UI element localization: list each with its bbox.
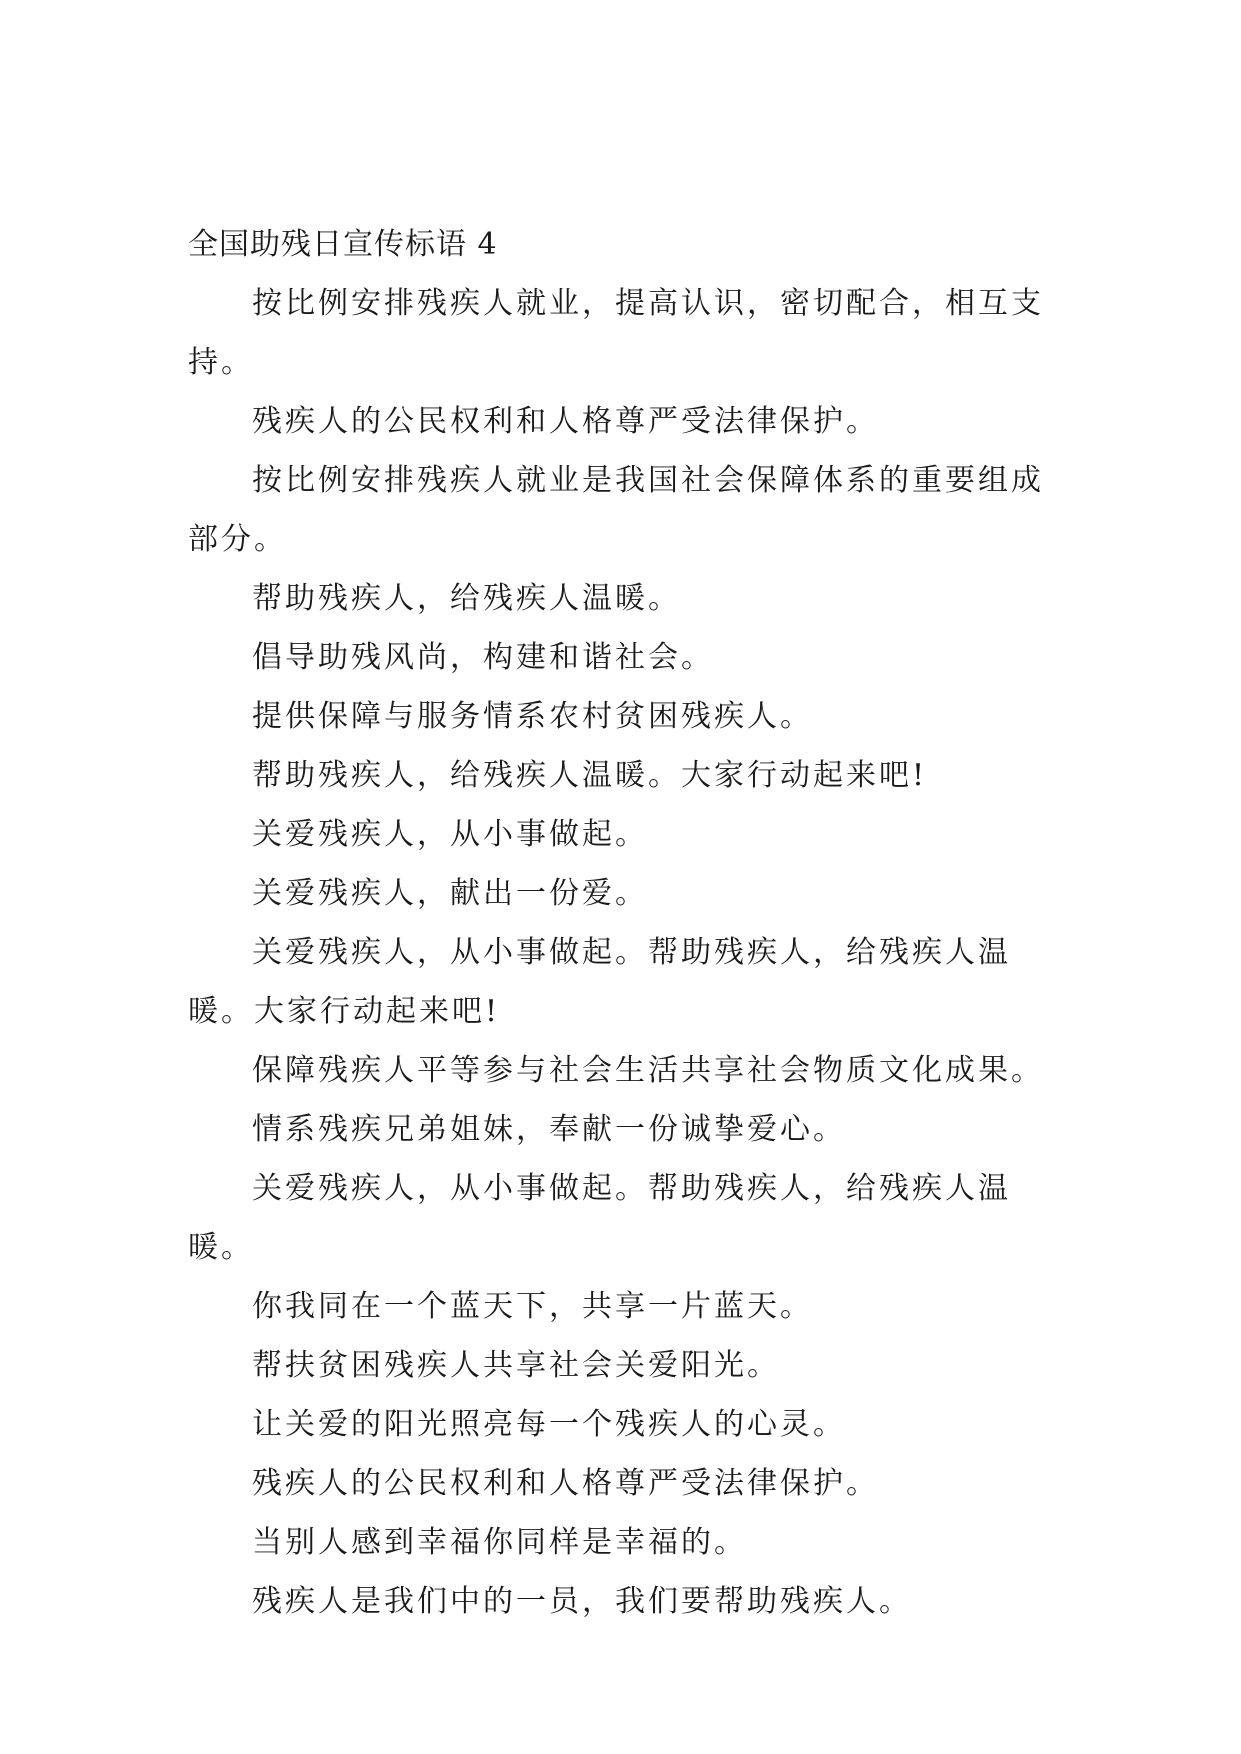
paragraph: 帮助残疾人，给残疾人温暖。 (252, 581, 681, 616)
paragraph: 提供保障与服务情系农村贫困残疾人。 (252, 699, 813, 734)
paragraph: 关爱残疾人，从小事做起。帮助残疾人，给残疾人温暖。大家行动起来吧! (188, 935, 1011, 1029)
paragraph: 关爱残疾人，献出一份爱。 (252, 876, 648, 911)
paragraph: 残疾人的公民权利和人格尊严受法律保护。 (252, 1466, 879, 1501)
paragraph: 残疾人是我们中的一员，我们要帮助残疾人。 (252, 1584, 912, 1619)
paragraph: 按比例安排残疾人就业，提高认识，密切配合，相互支持。 (188, 286, 1044, 380)
paragraph: 按比例安排残疾人就业是我国社会保障体系的重要组成部分。 (188, 463, 1044, 557)
paragraph: 关爱残疾人，从小事做起。 (252, 817, 648, 852)
paragraph: 情系残疾兄弟姐妹，奉献一份诚挚爱心。 (252, 1112, 846, 1147)
paragraph: 当别人感到幸福你同样是幸福的。 (252, 1525, 747, 1560)
paragraph: 你我同在一个蓝天下，共享一片蓝天。 (252, 1289, 813, 1324)
paragraph: 让关爱的阳光照亮每一个残疾人的心灵。 (252, 1407, 846, 1442)
paragraph: 帮助残疾人，给残疾人温暖。大家行动起来吧! (252, 758, 928, 793)
document-body (188, 215, 1068, 1631)
paragraph: 帮扶贫困残疾人共享社会关爱阳光。 (252, 1348, 780, 1383)
paragraph: 关爱残疾人，从小事做起。帮助残疾人，给残疾人温暖。 (188, 1171, 1011, 1265)
paragraph: 倡导助残风尚，构建和谐社会。 (252, 640, 714, 675)
paragraph: 残疾人的公民权利和人格尊严受法律保护。 (252, 404, 879, 439)
paragraph: 保障残疾人平等参与社会生活共享社会物质文化成果。 (252, 1053, 1044, 1088)
document-title: 全国助残日宣传标语 4 (188, 227, 498, 262)
